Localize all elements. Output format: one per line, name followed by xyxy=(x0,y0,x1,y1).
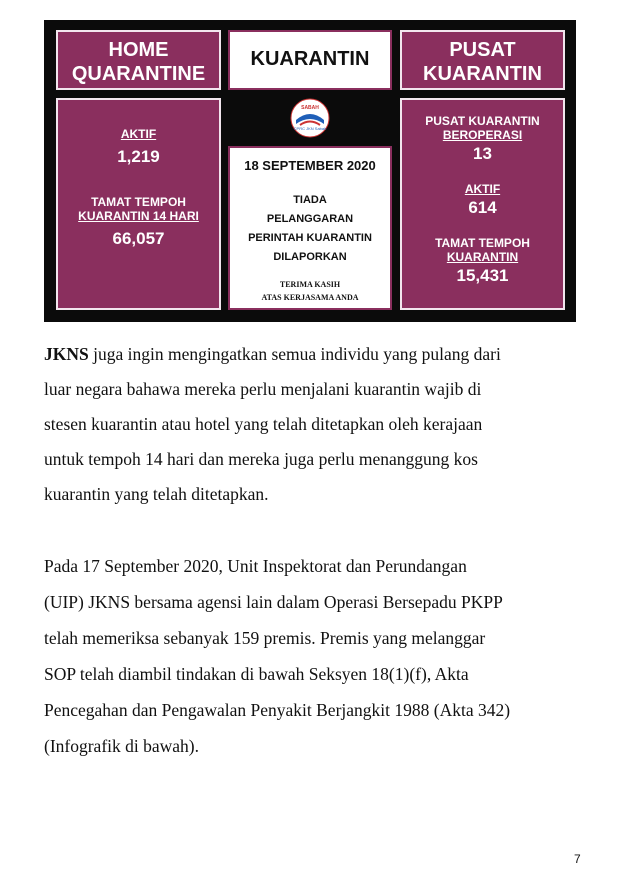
paragraph-2-line-6: (Infografik di bawah). xyxy=(44,736,200,756)
operating-label-2: BEROPERASI xyxy=(442,128,523,142)
home-finished-value: 66,057 xyxy=(112,229,165,248)
right-active-value: 614 xyxy=(468,198,497,217)
quarantine-infographic xyxy=(44,20,576,322)
operating-label-1: PUSAT KUARANTIN xyxy=(425,114,540,128)
center-date: 18 SEPTEMBER 2020 xyxy=(244,158,376,173)
home-quarantine-title: HOME QUARANTINE xyxy=(71,39,206,85)
right-finished-label-2: KUARANTIN xyxy=(446,250,519,264)
paragraph-2-line-3: telah memeriksa sebanyak 159 premis. Premis yang melanggar xyxy=(44,628,486,648)
logo-top-text: SABAH xyxy=(301,105,319,111)
paragraph-1-line-5: kuarantin yang telah ditetapkan. xyxy=(44,484,269,504)
pusat-kuarantin-title-box xyxy=(400,30,565,90)
pusat-kuarantin-stats-box xyxy=(400,98,565,310)
paragraph-1-line-1 xyxy=(44,337,580,373)
center-title-box xyxy=(228,30,392,90)
right-active-label: AKTIF xyxy=(464,182,501,196)
paragraph-1-line-1-text: juga ingin mengingatkan semua individu yang pulang dari xyxy=(88,344,501,364)
jkns-bold: JKNS xyxy=(44,344,89,364)
logo-bottom-text: CPRC JKN Sabah xyxy=(293,126,327,131)
center-line-2: PELANGGARAN xyxy=(266,213,354,225)
home-finished-label-1: TAMAT TEMPOH xyxy=(91,195,186,209)
paragraph-1-line-4: untuk tempoh 14 hari dan mereka juga perlu menanggung kos xyxy=(44,449,478,469)
home-quarantine-title-box xyxy=(56,30,221,90)
paragraph-2-line-1: Pada 17 September 2020, Unit Inspektorat dan Perundangan xyxy=(44,556,467,576)
operating-value: 13 xyxy=(473,144,492,163)
center-line-1: TIADA xyxy=(293,194,327,206)
center-line-3: PERINTAH KUARANTIN xyxy=(248,232,372,244)
home-active-label: AKTIF xyxy=(120,127,157,141)
home-finished-label-2: KUARANTIN 14 HARI xyxy=(78,209,199,223)
paragraph-1-line-3: stesen kuarantin atau hotel yang telah ditetapkan oleh kerajaan xyxy=(44,414,483,434)
paragraph-2-line-2: (UIP) JKNS bersama agensi lain dalam Operasi Bersepadu PKPP xyxy=(44,592,503,612)
center-line-4: DILAPORKAN xyxy=(273,251,347,263)
pusat-kuarantin-title: PUSAT KUARANTIN xyxy=(423,39,542,85)
center-title: KUARANTIN xyxy=(250,48,370,70)
thanks-line-1: TERIMA KASIH xyxy=(279,280,341,289)
home-quarantine-stats-box xyxy=(56,98,221,310)
home-active-value: 1,219 xyxy=(117,147,160,166)
right-finished-value: 15,431 xyxy=(456,266,509,285)
page-number: 7 xyxy=(574,852,581,866)
paragraph-2-line-4: SOP telah diambil tindakan di bawah Seksyen 18(1)(f), Akta xyxy=(44,664,469,684)
paragraph-1-line-2: luar negara bahawa mereka perlu menjalani kuarantin wajib di xyxy=(44,379,482,399)
center-info-box xyxy=(228,146,392,310)
paragraph-2-line-5: Pencegahan dan Pengawalan Penyakit Berjangkit 1988 (Akta 342) xyxy=(44,700,511,720)
sabah-logo xyxy=(290,98,330,138)
thanks-line-2: ATAS KERJASAMA ANDA xyxy=(261,293,359,302)
right-finished-label-1: TAMAT TEMPOH xyxy=(435,236,530,250)
